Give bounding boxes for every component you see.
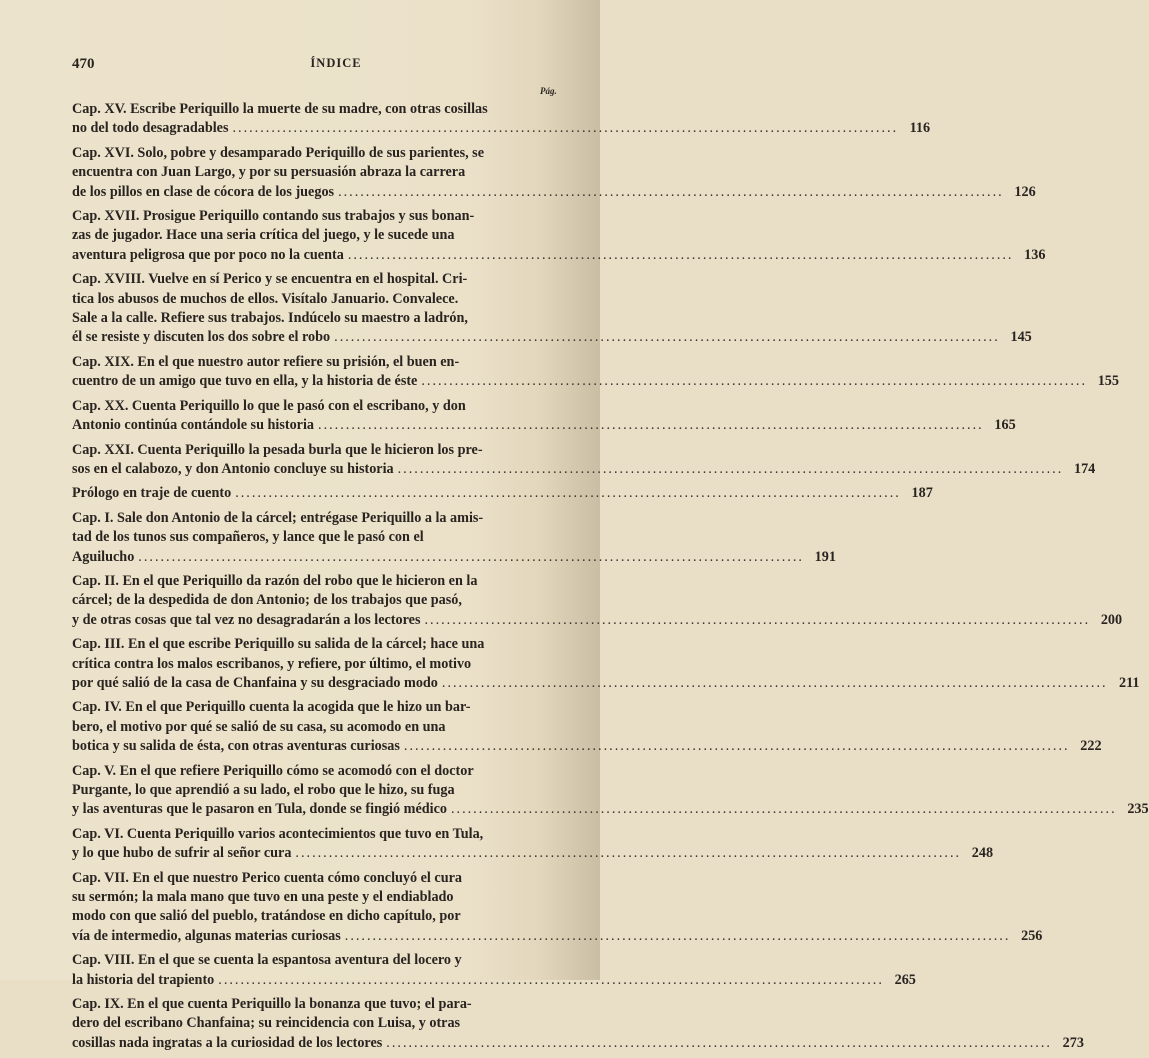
toc-entry-last-line [72,372,1119,391]
toc-entry-last-line [72,927,1043,946]
toc-entry-line: Cap. XXI. Cuenta Periquillo la pesada burla que le hicieron los pre- [72,441,483,458]
toc-entry-text: por qué salió de la casa de Chanfaina y su desgraciado modo [72,674,438,691]
toc-entry-page: 265 [894,971,916,988]
page-number: 470 [72,56,95,72]
running-title: ÍNDICE [310,56,362,70]
toc-entry-line: Cap. VII. En el que nuestro Perico cuenta cómo concluyó el cura [72,869,463,886]
toc-entry-page: 116 [909,120,931,137]
toc-entry-text: Prólogo en traje de cuento [72,485,232,502]
toc-entry-line: Cap. III. En el que escribe Periquillo su salida de la cárcel; hace una [72,636,485,653]
toc-entry-line: cárcel; de la despedida de don Antonio; de los trabajos que pasó, [72,592,462,609]
toc-entry-text: botica y su salida de ésta, con otras aventuras curiosas [72,738,400,755]
toc-entry-line: zas de jugador. Hace una seria crítica del juego, y le sucede una [72,227,455,244]
toc-entry-last-line [72,844,994,863]
toc-entry-last-line [72,548,836,567]
toc-entry-page: 248 [971,845,994,862]
toc-entry-line: Sale a la calle. Refiere sus trabajos. Indúcelo su maestro a ladrón, [72,310,468,327]
toc-entry [72,869,1043,947]
dot-leader: ........................................................................................................................ [318,417,984,434]
toc-entry-last-line [72,328,1032,347]
toc-entry-last-line [72,971,916,990]
toc-entry-page: 136 [1024,246,1046,263]
toc-entry-text: la historia del trapiento [72,971,215,988]
dot-leader: ........................................................................................................................ [295,845,962,862]
dot-leader: ........................................................................................................................ [347,246,1014,263]
toc-entry-page: 211 [1119,674,1140,691]
dot-leader: ........................................................................................................................ [338,183,1004,200]
toc-entry-line: encuentra con Juan Largo, y por su persuasión abraza la carrera [72,164,466,181]
toc-entry-page: 235 [1127,801,1149,818]
toc-entry-text: Antonio continúa contándole su historia [72,417,315,434]
toc-entry-last-line [72,611,1123,630]
toc-entry-text: vía de intermedio, algunas materias curiosas [72,927,341,944]
toc-entry [72,635,1140,693]
toc-entry-line: Cap. XIX. En el que nuestro autor refiere su prisión, el buen en- [72,353,460,370]
toc-entry [72,144,1036,202]
toc-entry-page: 200 [1100,611,1123,628]
toc-entry-page: 174 [1073,460,1096,477]
dot-leader: ........................................................................................................................ [441,674,1108,691]
dot-leader: ........................................................................................................................ [344,927,1011,944]
toc-entry-page: 145 [1010,329,1032,346]
toc-entry [72,484,933,503]
toc-entry-last-line [72,460,1096,479]
toc-entry-text: cuentro de un amigo que tuvo en ella, y la historia de éste [72,373,418,390]
toc-entry [72,762,1149,820]
toc-entry-text: aventura peligrosa que por poco no la cuenta [72,246,344,263]
dot-leader: ........................................................................................................................ [450,801,1117,818]
toc-entry-last-line [72,674,1140,693]
toc-entry [72,951,916,990]
toc-entry-page: 191 [814,548,836,565]
toc-entry-text: sos en el calabozo, y don Antonio concluye su historia [72,460,394,477]
toc-entry-line: Cap. II. En el que Periquillo da razón del robo que le hicieron en la [72,572,478,589]
toc-entry-text: Aguilucho [72,548,135,565]
toc-entry-line: Purgante, lo que aprendió a su lado, el robo que le hizo, su fuga [72,782,455,798]
toc-entry-page: 165 [994,417,1016,434]
toc-entry-line: Cap. IV. En el que Periquillo cuenta la acogida que le hizo un bar- [72,699,471,716]
toc-entry-last-line [72,800,1149,819]
page-column-label: Pág. [540,86,557,96]
toc-entry-line: Cap. XVIII. Vuelve en sí Perico y se encuentra en el hospital. Cri- [72,271,468,288]
toc-entry-last-line [72,416,1016,435]
toc-entry [72,572,1123,630]
toc-entry-line: tad de los tunos sus compañeros, y lance que le pasó con el [72,529,424,546]
toc-entry-page: 273 [1062,1034,1084,1051]
dot-leader: ........................................................................................................................ [235,485,901,502]
toc-entry [72,995,1084,1053]
dot-leader: ........................................................................................................................ [421,373,1087,390]
table-of-contents [72,100,1149,1058]
dot-leader: ........................................................................................................................ [403,738,1070,755]
toc-entry [72,353,1119,392]
toc-entry-text: no del todo desagradables [72,120,229,137]
dot-leader: ........................................................................................................................ [386,1034,1052,1051]
toc-entry-line: Cap. IX. En el que cuenta Periquillo la bonanza que tuvo; el para- [72,996,472,1013]
toc-entry-last-line [72,737,1102,756]
toc-entry-line: Cap. VIII. En el que se cuenta la espantosa aventura del locero y [72,952,462,969]
toc-entry-line: Cap. XVII. Prosigue Periquillo contando sus trabajos y sus bonan- [72,208,475,225]
toc-entry-last-line [72,484,933,503]
toc-entry-line: Cap. XV. Escribe Periquillo la muerte de su madre, con otras cosillas [72,101,488,117]
toc-entry [72,397,1016,436]
dot-leader: ........................................................................................................................ [232,120,899,137]
toc-entry-line: Cap. XX. Cuenta Periquillo lo que le pasó con el escribano, y don [72,397,466,414]
dot-leader: ........................................................................................................................ [218,971,884,988]
toc-entry-line: crítica contra los malos escribanos, y refiere, por último, el motivo [72,655,472,672]
toc-entry [72,698,1102,756]
toc-entry-text: cosillas nada ingratas a la curiosidad de los lectores [72,1034,383,1051]
toc-entry-page: 222 [1080,738,1102,755]
toc-entry-text: él se resiste y discuten los dos sobre el robo [72,329,331,346]
toc-entry [72,270,1032,348]
toc-entry-line: su sermón; la mala mano que tuvo en una peste y el endiablado [72,889,454,906]
toc-entry-page: 256 [1021,927,1043,944]
toc-entry-line: dero del escribano Chanfaina; su reincidencia con Luisa, y otras [72,1015,461,1032]
dot-leader: ........................................................................................................................ [424,611,1091,628]
toc-entry-text: y de otras cosas que tal vez no desagradarán a los lectores [72,611,421,628]
toc-entry-line: Cap. V. En el que refiere Periquillo cómo se acomodó con el doctor [72,762,474,779]
toc-entry-text: y las aventuras que le pasaron en Tula, donde se fingió médico [72,801,447,818]
toc-entry-page: 187 [911,485,933,502]
toc-entry-line: Cap. VI. Cuenta Periquillo varios acontecimientos que tuvo en Tula, [72,825,484,842]
toc-entry-last-line [72,119,931,138]
toc-entry [72,100,931,139]
toc-entry [72,825,994,864]
toc-entry-text: y lo que hubo de sufrir al señor cura [72,845,292,862]
toc-entry-last-line [72,246,1046,265]
dot-leader: ........................................................................................................................ [334,329,1000,346]
toc-entry-line: modo con que salió del pueblo, tratándose en dicho capítulo, por [72,908,461,925]
toc-entry [72,509,836,567]
toc-entry-line: Cap. XVI. Solo, pobre y desamparado Periquillo de sus parientes, se [72,144,484,161]
dot-leader: ........................................................................................................................ [138,548,804,565]
toc-entry-text: de los pillos en clase de cócora de los juegos [72,183,335,200]
toc-entry-last-line [72,183,1036,202]
toc-entry-last-line [72,1034,1084,1053]
page-header [72,56,560,76]
toc-entry-line: Cap. I. Sale don Antonio de la cárcel; entrégase Periquillo a la amis- [72,509,484,526]
toc-entry [72,441,1096,480]
toc-entry-page: 126 [1014,183,1036,200]
toc-entry [72,207,1046,265]
toc-entry-page: 155 [1097,373,1119,390]
toc-entry-line: bero, el motivo por qué se salió de su casa, su acomodo en una [72,718,446,735]
dot-leader: ........................................................................................................................ [397,460,1064,477]
toc-entry-line: tica los abusos de muchos de ellos. Visítalo Januario. Convalece. [72,290,459,307]
